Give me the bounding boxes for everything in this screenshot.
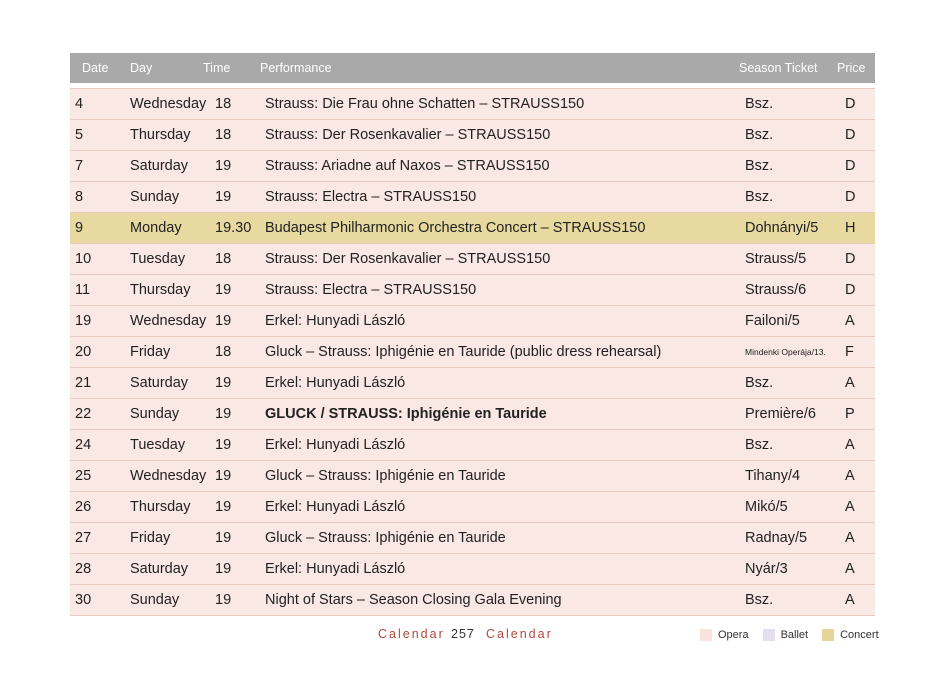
legend: [700, 629, 893, 641]
row-performance: Strauss: Electra – STRAUSS150: [265, 282, 477, 298]
row-date: 21: [75, 375, 92, 391]
legend-item-opera: [700, 629, 749, 641]
row-season-ticket: Failoni/5: [745, 313, 800, 329]
row-price: F: [845, 344, 854, 360]
table-row: [70, 368, 875, 399]
row-time: 19: [215, 530, 232, 546]
row-price: A: [845, 437, 855, 453]
row-season-ticket: Bsz.: [745, 158, 774, 174]
row-date: 30: [75, 592, 92, 608]
row-day: Thursday: [130, 499, 191, 515]
row-time: 19: [215, 406, 232, 422]
row-time: 19.30: [215, 220, 252, 236]
row-day: Friday: [130, 344, 171, 360]
row-day: Thursday: [130, 282, 191, 298]
row-season-ticket: Tihany/4: [745, 468, 801, 484]
row-date: 11: [75, 282, 91, 298]
row-performance: Night of Stars – Season Closing Gala Evening: [265, 592, 562, 608]
row-time: 18: [215, 96, 232, 112]
table-row: [70, 213, 875, 244]
row-day: Wednesday: [130, 313, 207, 329]
row-date: 26: [75, 499, 92, 515]
legend-item-ballet: [763, 629, 809, 641]
table-row: [70, 492, 875, 523]
row-day: Wednesday: [130, 468, 207, 484]
row-date: 25: [75, 468, 92, 484]
row-price: D: [845, 251, 856, 267]
row-time: 18: [215, 127, 232, 143]
row-time: 19: [215, 468, 232, 484]
table-row: [70, 244, 875, 275]
table-row: [70, 337, 875, 368]
row-time: 19: [215, 189, 232, 205]
row-date: 24: [75, 437, 92, 453]
header-date: Date: [82, 61, 109, 75]
row-price: D: [845, 282, 856, 298]
legend-label: Ballet: [780, 629, 809, 641]
row-day: Sunday: [130, 189, 180, 205]
row-price: A: [845, 592, 855, 608]
row-performance: Gluck – Strauss: Iphigénie en Tauride: [265, 530, 506, 546]
table-row: [70, 523, 875, 554]
row-season-ticket: Nyár/3: [745, 561, 788, 577]
header-season-ticket: Season Ticket: [739, 61, 818, 75]
legend-swatch: [822, 629, 834, 641]
row-performance: Budapest Philharmonic Orchestra Concert – STRAUSS150: [265, 220, 646, 236]
page-footer: [0, 627, 944, 647]
calendar-table: [70, 53, 875, 616]
row-season-ticket: Bsz.: [745, 375, 774, 391]
row-performance: Strauss: Der Rosenkavalier – STRAUSS150: [265, 127, 551, 143]
row-price: A: [845, 375, 855, 391]
row-day: Tuesday: [130, 251, 186, 267]
table-body: [70, 88, 875, 616]
row-date: 4: [75, 96, 84, 112]
row-time: 19: [215, 437, 232, 453]
row-season-ticket: Bsz.: [745, 96, 774, 112]
row-day: Sunday: [130, 592, 180, 608]
row-time: 18: [215, 344, 232, 360]
legend-swatch: [700, 629, 712, 641]
legend-swatch: [763, 629, 775, 641]
legend-label: Concert: [840, 629, 879, 641]
table-row: [70, 151, 875, 182]
row-performance: Strauss: Die Frau ohne Schatten – STRAUSS150: [265, 96, 585, 112]
row-season-ticket: Première/6: [745, 406, 816, 422]
row-performance: Erkel: Hunyadi László: [265, 375, 406, 391]
row-price: A: [845, 468, 855, 484]
footer-calendar-right: Calendar: [486, 627, 553, 641]
row-season-ticket: Bsz.: [745, 437, 774, 453]
row-season-ticket: Bsz.: [745, 127, 774, 143]
row-season-ticket: Mindenki Operája/13.: [745, 347, 826, 357]
row-day: Saturday: [130, 375, 189, 391]
row-price: A: [845, 313, 855, 329]
row-price: A: [845, 499, 855, 515]
row-day: Monday: [130, 220, 182, 236]
table-row: [70, 461, 875, 492]
row-season-ticket: Strauss/6: [745, 282, 807, 298]
row-price: A: [845, 561, 855, 577]
row-performance: Erkel: Hunyadi László: [265, 499, 406, 515]
row-time: 18: [215, 251, 232, 267]
row-time: 19: [215, 158, 232, 174]
table-header: [70, 53, 875, 83]
row-day: Wednesday: [130, 96, 207, 112]
row-day: Thursday: [130, 127, 191, 143]
row-season-ticket: Bsz.: [745, 189, 774, 205]
row-date: 9: [75, 220, 84, 236]
row-season-ticket: Dohnányi/5: [745, 220, 819, 236]
row-day: Saturday: [130, 158, 189, 174]
row-performance: GLUCK / STRAUSS: Iphigénie en Tauride: [265, 406, 547, 422]
header-performance: Performance: [260, 61, 332, 75]
header-day: Day: [130, 61, 153, 75]
table-row: [70, 88, 875, 120]
row-season-ticket: Bsz.: [745, 592, 774, 608]
table-row: [70, 430, 875, 461]
row-performance: Gluck – Strauss: Iphigénie en Tauride (public dress rehearsal): [265, 344, 662, 360]
row-time: 19: [215, 375, 232, 391]
row-season-ticket: Mikó/5: [745, 499, 788, 515]
row-time: 19: [215, 561, 232, 577]
row-performance: Erkel: Hunyadi László: [265, 313, 406, 329]
row-date: 5: [75, 127, 84, 143]
row-date: 7: [75, 158, 84, 174]
row-performance: Strauss: Electra – STRAUSS150: [265, 189, 477, 205]
row-day: Sunday: [130, 406, 180, 422]
legend-item-concert: [822, 629, 879, 641]
footer-calendar-left: Calendar: [378, 627, 445, 641]
row-price: D: [845, 158, 856, 174]
row-price: D: [845, 96, 856, 112]
row-day: Friday: [130, 530, 171, 546]
row-performance: Strauss: Der Rosenkavalier – STRAUSS150: [265, 251, 551, 267]
table-row: [70, 120, 875, 151]
row-price: A: [845, 530, 855, 546]
row-performance: Erkel: Hunyadi László: [265, 437, 406, 453]
row-date: 10: [75, 251, 92, 267]
row-day: Tuesday: [130, 437, 186, 453]
table-row: [70, 306, 875, 337]
row-date: 22: [75, 406, 92, 422]
row-date: 27: [75, 530, 92, 546]
row-time: 19: [215, 499, 232, 515]
row-date: 28: [75, 561, 92, 577]
row-time: 19: [215, 282, 232, 298]
row-price: H: [845, 220, 856, 236]
row-time: 19: [215, 592, 232, 608]
table-row: [70, 399, 875, 430]
table-row: [70, 585, 875, 616]
row-date: 19: [75, 313, 92, 329]
legend-label: Opera: [718, 629, 749, 641]
table-row: [70, 275, 875, 306]
row-price: P: [845, 406, 855, 422]
table-row: [70, 182, 875, 213]
header-time: Time: [203, 61, 231, 75]
row-price: D: [845, 127, 856, 143]
row-date: 20: [75, 344, 92, 360]
row-price: D: [845, 189, 856, 205]
row-performance: Erkel: Hunyadi László: [265, 561, 406, 577]
row-season-ticket: Radnay/5: [745, 530, 808, 546]
row-season-ticket: Strauss/5: [745, 251, 807, 267]
row-time: 19: [215, 313, 232, 329]
row-performance: Gluck – Strauss: Iphigénie en Tauride: [265, 468, 506, 484]
header-price: Price: [837, 61, 866, 75]
row-performance: Strauss: Ariadne auf Naxos – STRAUSS150: [265, 158, 550, 174]
row-date: 8: [75, 189, 84, 205]
page-number: 257: [451, 627, 475, 641]
row-day: Saturday: [130, 561, 189, 577]
table-row: [70, 554, 875, 585]
